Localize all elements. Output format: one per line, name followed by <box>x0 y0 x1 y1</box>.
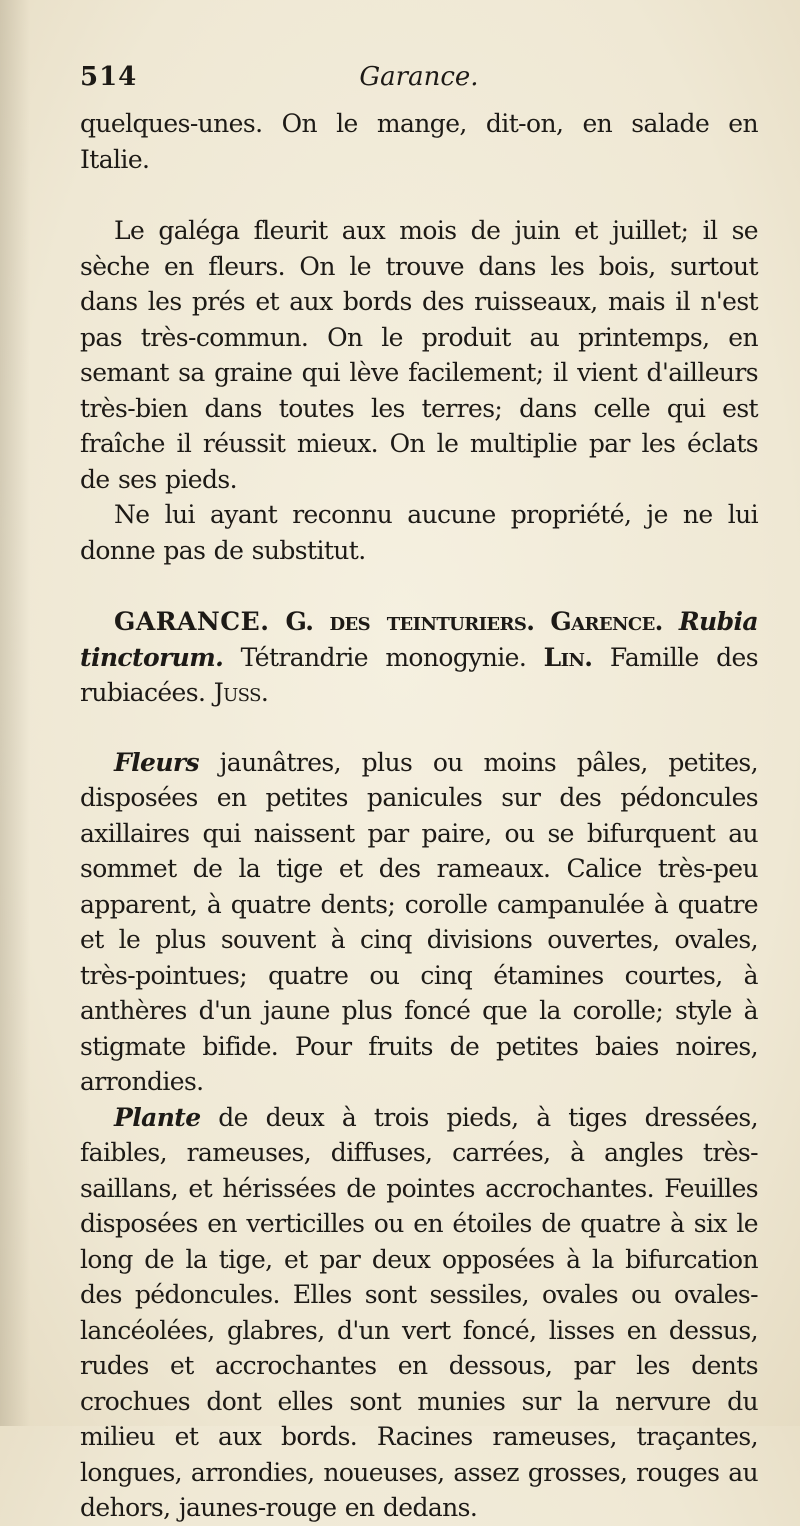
spacer <box>80 568 758 604</box>
book-page <box>80 62 758 1526</box>
entry-authority-jussieu: Juss. <box>213 678 269 707</box>
fleurs-text: jaunâtres, plus ou moins pâles, petites, disposées en petites panicules sur des pédoncules axillaires qui naissent par paire, ou se bifurquent au sommet de la tige et des rameaux. Calice très-peu apparent, à quatre dents; corolle campanulée à quatre et le plus souvent à cinq divisions ouvertes, ovales, très-pointues; quatre ou cinq étamines courtes, à anthères d'un jaune plus foncé que la corolle; style à stigmate bifide. Pour fruits de petites baies noires, arrondies. <box>80 747 758 1096</box>
spacer <box>80 711 758 745</box>
paragraph-plante <box>80 1100 758 1526</box>
paragraph-continuation: quelques-unes. On le mange, dit-on, en salade en Italie. <box>80 109 758 174</box>
paragraph-galega-substitute: Ne lui ayant reconnu aucune propriété, je ne lui donne pas de substitut. <box>80 500 758 565</box>
entry-heading-garance <box>80 604 758 711</box>
page-number: 514 <box>80 62 138 92</box>
spacer <box>80 177 758 213</box>
entry-abbr: G. <box>285 607 314 636</box>
paragraph-galega-flowering: Le galéga fleurit aux mois de juin et juillet; il se sèche en fleurs. On le trouve dans les bois, surtout dans les prés et aux bords des ruisseaux, mais il n'est pas très-commun. On le produit au printemps, en semant sa graine qui lève facilement; il vient d'ailleurs très-bien dans toutes les terres; dans celle qui est fraîche il réussit mieux. On le multiplie par les éclats de ses pieds. <box>80 216 758 494</box>
fleurs-label: Fleurs <box>114 747 199 777</box>
page-gutter-shadow <box>0 0 30 1426</box>
page-header <box>80 62 758 106</box>
entry-name: GARANCE. <box>114 607 270 636</box>
running-title: Garance. <box>359 62 479 92</box>
entry-alt-name: Garence. <box>550 607 663 636</box>
paragraph-fleurs <box>80 745 758 1100</box>
entry-common-name: des teinturiers. <box>329 607 535 636</box>
plante-text: de deux à trois pieds, à tiges dressées, faibles, rameuses, diffuses, carrées, à angles très-saillans, et hérissées de pointes accrochantes. Feuilles disposées en verticilles ou en étoiles de quatre à six le long de la tige, et par deux opposées à la bifurcation des pédoncules. Elles sont sessiles, ovales ou ovales-lancéolées, glabres, d'un vert foncé, lisses en dessus, rudes et accrochantes en dessous, par les dents crochues dont elles sont munies sur la nervure du milieu et aux bords. Racines rameuses, traçantes, longues, arrondies, noueuses, assez grosses, rouges au dehors, jaunes-rouge en dedans. <box>80 1102 758 1522</box>
entry-family: Famille des rubiacées. <box>80 642 758 707</box>
plante-label: Plante <box>114 1102 201 1132</box>
entry-authority-linnaeus: Lin. <box>543 642 593 672</box>
entry-latin-name: Rubia tinctorum. <box>80 607 758 672</box>
entry-classification: Tétrandrie monogynie. <box>240 642 527 672</box>
